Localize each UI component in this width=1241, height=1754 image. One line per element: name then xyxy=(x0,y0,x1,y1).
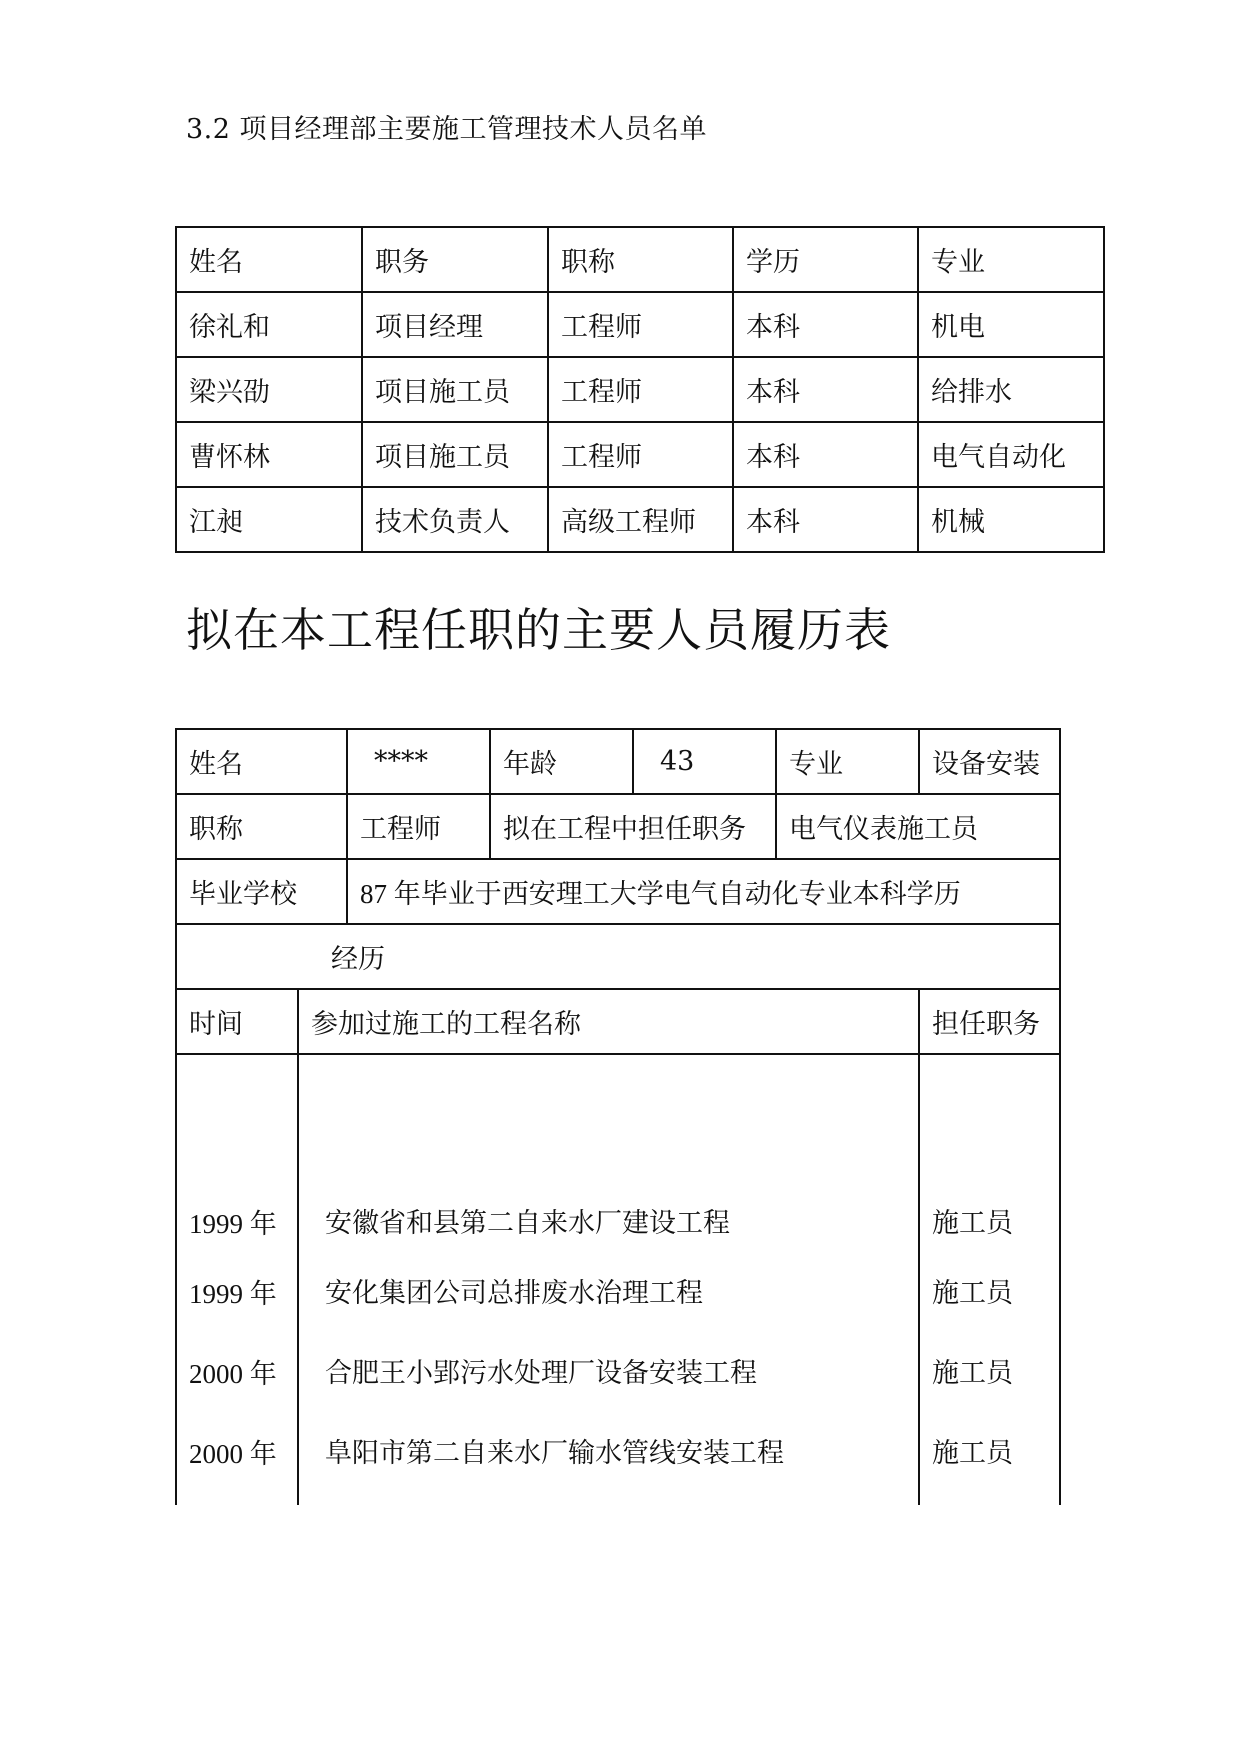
role-label: 拟在工程中担任职务 xyxy=(490,794,776,859)
staff-header-cell: 学历 xyxy=(733,227,918,292)
resume-row-school xyxy=(176,859,1060,924)
experience-position: 施工员 xyxy=(932,1278,1013,1309)
staff-cell: 江昶 xyxy=(176,487,362,552)
col-position-header: 担任职务 xyxy=(919,989,1060,1054)
resume-table xyxy=(175,728,1061,1505)
staff-header-cell: 姓名 xyxy=(176,227,362,292)
experience-position: 施工员 xyxy=(932,1438,1013,1469)
table-row xyxy=(176,357,1104,422)
staff-cell: 本科 xyxy=(733,292,918,357)
staff-cell: 技术负责人 xyxy=(362,487,548,552)
staff-cell: 项目施工员 xyxy=(362,357,548,422)
staff-cell: 机械 xyxy=(918,487,1104,552)
experience-position: 施工员 xyxy=(932,1358,1013,1389)
title-label: 职称 xyxy=(176,794,347,859)
staff-cell: 工程师 xyxy=(548,292,733,357)
name-label: 姓名 xyxy=(176,729,347,794)
experience-time-column xyxy=(176,1054,298,1505)
staff-cell: 给排水 xyxy=(918,357,1104,422)
name-value: **** xyxy=(347,729,490,794)
staff-cell: 梁兴劭 xyxy=(176,357,362,422)
staff-header-row xyxy=(176,227,1104,292)
school-label: 毕业学校 xyxy=(176,859,347,924)
school-value: 87 年毕业于西安理工大学电气自动化专业本科学历 xyxy=(347,859,1060,924)
col-time-header: 时间 xyxy=(176,989,298,1054)
staff-table xyxy=(175,226,1105,553)
major-value: 设备安装 xyxy=(919,729,1060,794)
table-row xyxy=(176,487,1104,552)
staff-cell: 高级工程师 xyxy=(548,487,733,552)
staff-header-cell: 职称 xyxy=(548,227,733,292)
staff-cell: 机电 xyxy=(918,292,1104,357)
experience-body-row xyxy=(176,1054,1060,1505)
experience-time: 1999 年 xyxy=(189,1279,277,1309)
col-project-header: 参加过施工的工程名称 xyxy=(298,989,919,1054)
experience-project: 合肥王小郢污水处理厂设备安装工程 xyxy=(325,1358,757,1389)
staff-cell: 本科 xyxy=(733,422,918,487)
experience-time: 1999 年 xyxy=(189,1209,277,1239)
resume-row-basic xyxy=(176,729,1060,794)
staff-cell: 项目施工员 xyxy=(362,422,548,487)
experience-project: 安化集团公司总排废水治理工程 xyxy=(325,1278,703,1309)
table-row xyxy=(176,292,1104,357)
staff-header-cell: 职务 xyxy=(362,227,548,292)
age-value: 43 xyxy=(633,729,776,794)
staff-cell: 本科 xyxy=(733,487,918,552)
experience-project: 阜阳市第二自来水厂输水管线安装工程 xyxy=(325,1438,784,1469)
age-label: 年龄 xyxy=(490,729,633,794)
experience-position: 施工员 xyxy=(932,1208,1013,1239)
staff-cell: 工程师 xyxy=(548,357,733,422)
experience-heading: 经历 xyxy=(176,924,1060,989)
spacer xyxy=(932,1055,1059,1189)
spacer xyxy=(189,1055,297,1189)
spacer xyxy=(325,1055,918,1189)
major-label: 专业 xyxy=(776,729,919,794)
staff-cell: 项目经理 xyxy=(362,292,548,357)
staff-cell: 电气自动化 xyxy=(918,422,1104,487)
staff-cell: 本科 xyxy=(733,357,918,422)
title-value: 工程师 xyxy=(347,794,490,859)
experience-time: 2000 年 xyxy=(189,1359,277,1389)
page-title: 拟在本工程任职的主要人员履历表 xyxy=(186,603,891,657)
experience-time: 2000 年 xyxy=(189,1439,277,1469)
resume-row-title xyxy=(176,794,1060,859)
staff-cell: 工程师 xyxy=(548,422,733,487)
experience-heading-row xyxy=(176,924,1060,989)
table-row xyxy=(176,422,1104,487)
experience-project: 安徽省和县第二自来水厂建设工程 xyxy=(325,1208,730,1239)
experience-position-column xyxy=(919,1054,1060,1505)
experience-header-row xyxy=(176,989,1060,1054)
staff-cell: 曹怀林 xyxy=(176,422,362,487)
experience-project-column xyxy=(298,1054,919,1505)
section-heading: 3.2 项目经理部主要施工管理技术人员名单 xyxy=(186,114,708,145)
staff-header-cell: 专业 xyxy=(918,227,1104,292)
staff-cell: 徐礼和 xyxy=(176,292,362,357)
role-value: 电气仪表施工员 xyxy=(776,794,1060,859)
